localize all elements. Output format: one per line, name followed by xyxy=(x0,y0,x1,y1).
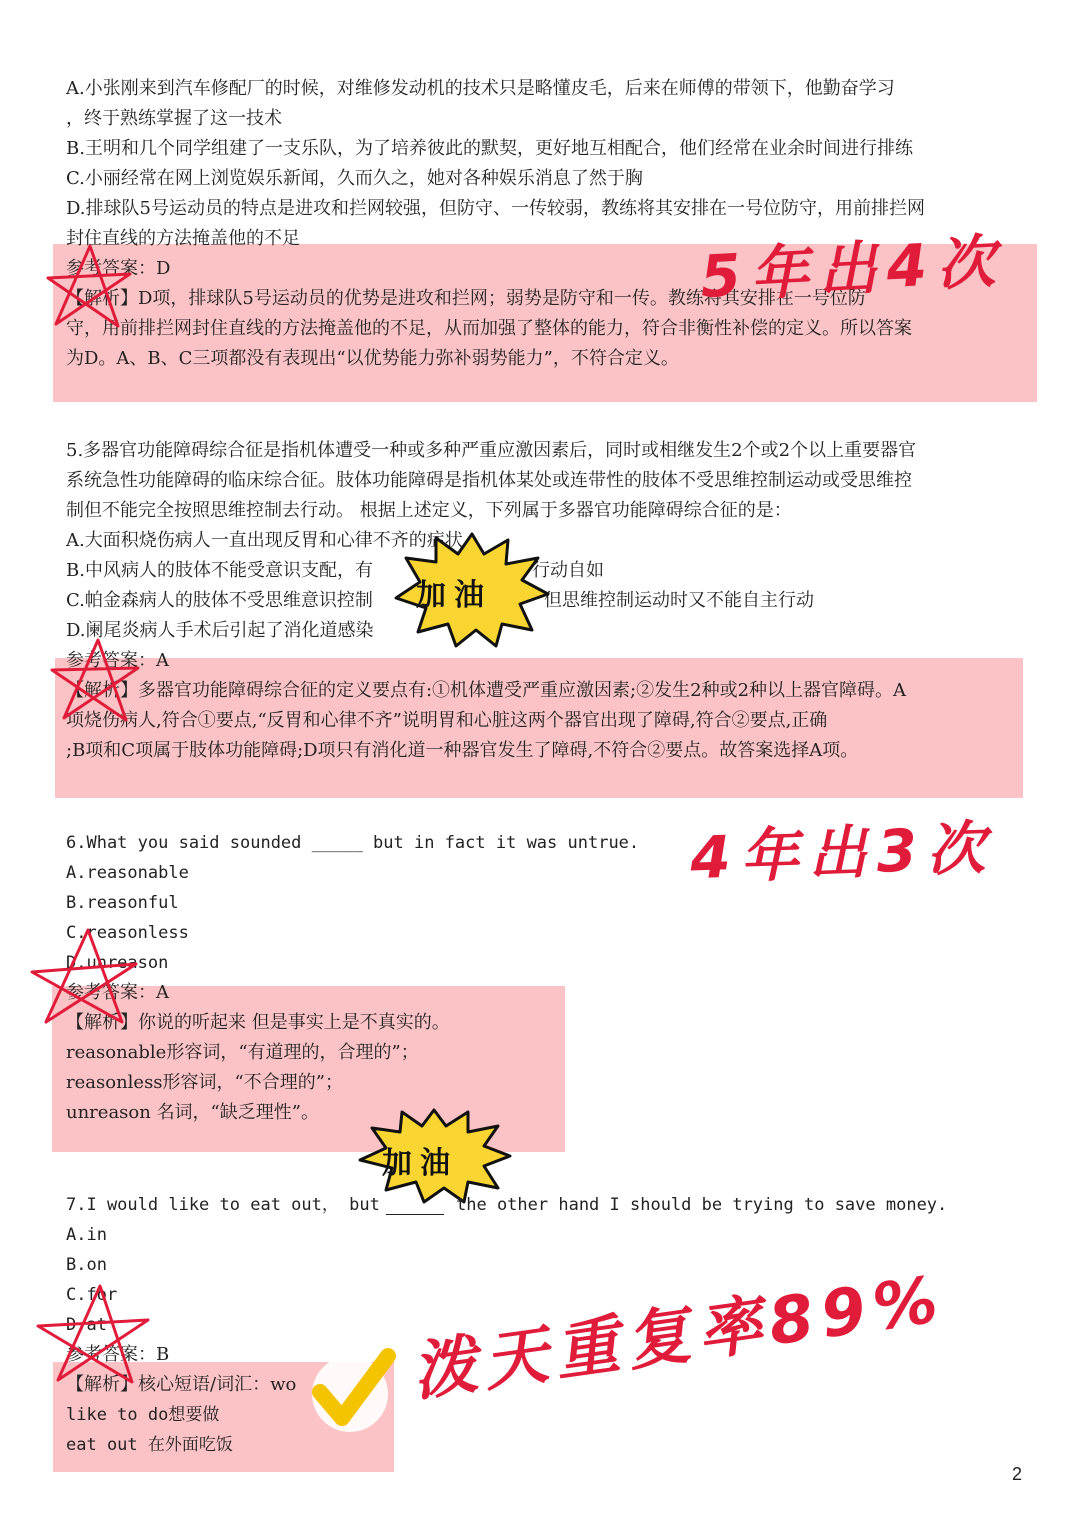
q6-option-c: C.reasonless xyxy=(66,923,189,943)
q6-question: 6.What you said sounded _____ but in fact it was untrue. xyxy=(66,833,640,853)
q5-option-b: B.中风病人的肢体不能受意识支配，有 xyxy=(66,560,373,581)
red-star-mark-q5 xyxy=(40,634,150,734)
red-star-mark-q7 xyxy=(28,1282,158,1392)
q5-option-a: A.大面积烧伤病人一直出现反胃和心律不齐的症状 xyxy=(66,530,463,551)
red-star-mark-q4 xyxy=(34,238,144,338)
q7-question-end: the other hand I should be trying to save money. xyxy=(456,1195,948,1215)
q6-option-d: D.unreason xyxy=(66,953,169,973)
q7-answer: 参考答案：B xyxy=(66,1344,170,1365)
sticker-text: 加油 xyxy=(416,578,492,613)
q7-question-start: 7.I would like to eat out， but xyxy=(66,1195,380,1215)
q6-analysis-line: reasonable形容词，“有道理的，合理的”； xyxy=(66,1042,419,1063)
check-icon xyxy=(306,1346,396,1436)
q4-option-line: 封住直线的方法掩盖他的不足 xyxy=(66,228,300,249)
q4-analysis-line: 【解析】D项，排球队5号运动员的优势是进攻和拦网；弱势是防守和一传。教练将其安排在一号位防 xyxy=(66,288,866,309)
cheer-sticker-1 xyxy=(392,532,552,648)
q5-question-line: 制但不能完全按照思维控制去行动。 根据上述定义，下列属于多器官功能障碍综合征的是： xyxy=(66,500,792,521)
q4-option-line: C.小丽经常在网上浏览娱乐新闻，久而久之，她对各种娱乐消息了然于胸 xyxy=(66,168,643,189)
q4-analysis-line: 为D。A、B、C三项都没有表现出“以优势能力弥补弱势能力”，不符合定义。 xyxy=(66,348,679,369)
q5-analysis-line: 项烧伤病人,符合①要点,“反胃和心律不齐”说明胃和心脏这两个器官出现了障碍,符合②要点,正确 xyxy=(66,710,828,731)
q5-analysis-line: 【解析】多器官功能障碍综合征的定义要点有:①机体遭受严重应激因素;②发生2种或2种以上器官障碍。A xyxy=(66,680,907,701)
handwritten-note-q4: 5年出4次 xyxy=(698,227,1007,311)
q6-analysis-line: unreason 名词，“缺乏理性”。 xyxy=(66,1102,319,1123)
q7-option-d: D.at xyxy=(66,1315,107,1335)
q5-analysis-line: ;B项和C项属于肢体功能障碍;D项只有消化道一种器官发生了障碍,不符合②要点。故答案选择A项。 xyxy=(66,740,859,761)
q5-question-line: 系统急性功能障碍的临床综合征。肢体功能障碍是指机体某处或连带性的肢体不受思维控制运动或受思维控 xyxy=(66,470,912,491)
handwritten-note-q6: 4年出3次 xyxy=(689,813,996,893)
q6-analysis-line: 【解析】你说的听起来 但是事实上是不真实的。 xyxy=(66,1012,450,1033)
q5-option-c: C.帕金森病人的肢体不受思维意识控制 xyxy=(66,590,373,611)
q5-option-b-tail: 行动自如 xyxy=(532,560,604,581)
page-number: 2 xyxy=(1012,1464,1023,1484)
q4-option-line: A.小张刚来到汽车修配厂的时候，对维修发动机的技术只是略懂皮毛，后来在师傅的带领下，他勤奋学习 xyxy=(66,78,895,99)
q7-analysis-line: like to do想要做 xyxy=(66,1405,220,1425)
q7-option-a: A.in xyxy=(66,1225,107,1245)
q7-analysis-line: eat out 在外面吃饭 xyxy=(66,1435,233,1455)
q5-option-c-tail: 但思维控制运动时又不能自主行动 xyxy=(544,590,814,611)
handwritten-note-q7: 泼天重复率89% xyxy=(407,1262,950,1411)
q4-option-line: B.王明和几个同学组建了一支乐队，为了培养彼此的默契，更好地互相配合，他们经常在业余时间进行排练 xyxy=(66,138,913,159)
q7-option-c: C.for xyxy=(66,1285,118,1305)
q6-option-b: B.reasonful xyxy=(66,893,179,913)
q5-option-d: D.阑尾炎病人手术后引起了消化道感染 xyxy=(66,620,374,641)
check-badge xyxy=(306,1346,396,1436)
q4-option-line: ，终于熟练掌握了这一技术 xyxy=(66,108,282,129)
q4-analysis-line: 守，用前排拦网封住直线的方法掩盖他的不足，从而加强了整体的能力，符合非衡性补偿的定义。所以答案 xyxy=(66,318,912,339)
q5-answer: 参考答案：A xyxy=(66,650,169,671)
q6-option-a: A.reasonable xyxy=(66,863,189,883)
sticker-text: 加油 xyxy=(382,1146,458,1181)
q6-answer: 参考答案：A xyxy=(66,982,169,1003)
red-star-mark-q6 xyxy=(18,924,148,1034)
q4-option-line: D.排球队5号运动员的特点是进攻和拦网较强，但防守、一传较弱，教练将其安排在一号位防守，用前排拦网 xyxy=(66,198,925,219)
q7-analysis-line: 【解析】核心短语/词汇：wo xyxy=(66,1374,297,1395)
q4-answer: 参考答案：D xyxy=(66,258,171,279)
q7-blank-underline xyxy=(386,1214,444,1215)
q5-question-line: 5.多器官功能障碍综合征是指机体遭受一种或多种严重应激因素后，同时或相继发生2个或2个以上重要器官 xyxy=(66,440,917,461)
q7-option-b: B.on xyxy=(66,1255,107,1275)
q6-analysis-line: reasonless形容词，“不合理的”； xyxy=(66,1072,343,1093)
